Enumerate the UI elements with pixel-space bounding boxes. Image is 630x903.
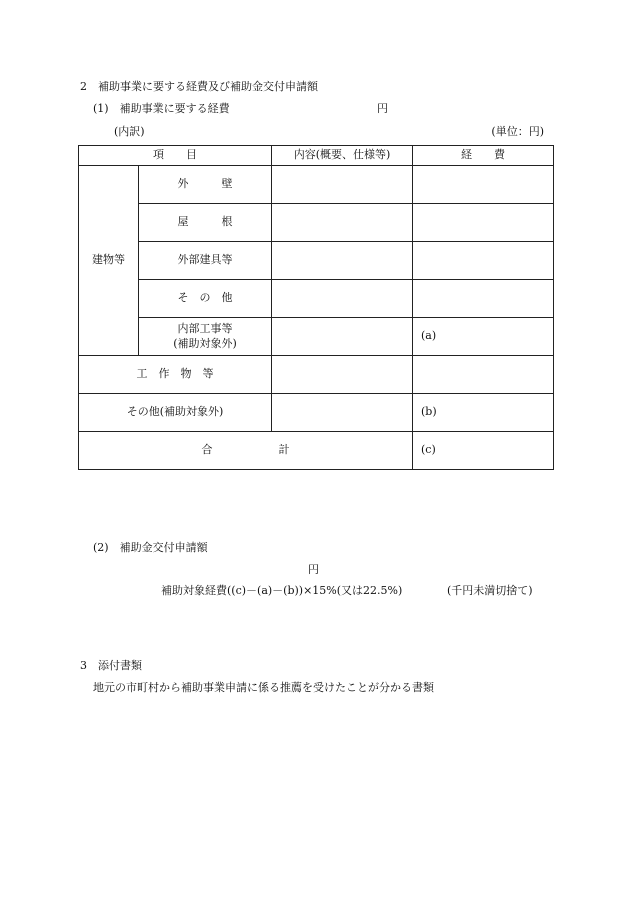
interior-work-excluded-note: (補助対象外)	[173, 336, 237, 350]
mark-c: (c)	[421, 443, 436, 457]
expense-cell[interactable]	[413, 166, 554, 204]
unit-note: (単位：円)	[491, 125, 544, 138]
content-cell[interactable]	[272, 394, 413, 432]
mark-b: (b)	[421, 405, 437, 419]
item-exterior-fittings: 外部建具等	[139, 242, 272, 280]
grant-amount-heading: (2) 補助金交付申請額	[93, 541, 208, 554]
table-row	[79, 394, 554, 432]
header-item: 項 目	[79, 146, 272, 166]
expense-cell[interactable]	[413, 204, 554, 242]
rounding-note: (千円未満切捨て)	[447, 584, 533, 597]
table-row	[79, 318, 554, 356]
header-content: 内容(概要、仕様等)	[272, 146, 413, 166]
expense-cell[interactable]	[413, 280, 554, 318]
project-expense-unit: 円	[377, 102, 388, 115]
grant-formula: 補助対象経費((c)－(a)－(b))×15%(又は22.5%)	[161, 584, 403, 597]
expense-cell[interactable]	[413, 242, 554, 280]
item-other-excluded: その他(補助対象外)	[79, 394, 272, 432]
expense-cell-a[interactable]	[413, 318, 554, 356]
table-row	[79, 166, 554, 204]
item-interior-work	[139, 318, 272, 356]
content-cell[interactable]	[272, 166, 413, 204]
section2-heading: 2 補助事業に要する経費及び補助金交付申請額	[80, 80, 318, 93]
project-expense-heading: (1) 補助事業に要する経費	[93, 102, 230, 115]
breakdown-label: (内訳)	[114, 125, 145, 138]
total-label: 合 計	[79, 432, 413, 470]
expense-table	[78, 145, 554, 470]
mark-a: (a)	[421, 329, 437, 343]
content-cell[interactable]	[272, 280, 413, 318]
table-row-total	[79, 432, 554, 470]
content-cell[interactable]	[272, 242, 413, 280]
item-roof: 屋 根	[139, 204, 272, 242]
item-exterior-wall: 外 壁	[139, 166, 272, 204]
interior-work-label: 内部工事等	[177, 321, 233, 335]
item-other: そ の 他	[139, 280, 272, 318]
table-row	[79, 356, 554, 394]
content-cell[interactable]	[272, 318, 413, 356]
table-row	[79, 242, 554, 280]
section3-heading: 3 添付書類	[80, 659, 142, 672]
table-header-row	[79, 146, 554, 166]
table-row	[79, 280, 554, 318]
table-row	[79, 204, 554, 242]
grant-amount-unit: 円	[308, 563, 319, 576]
attached-documents-text: 地元の市町村から補助事業申請に係る推薦を受けたことが分かる書類	[93, 681, 434, 694]
content-cell[interactable]	[272, 356, 413, 394]
expense-cell[interactable]	[413, 356, 554, 394]
group-label-buildings: 建物等	[79, 166, 139, 356]
item-structures: 工 作 物 等	[79, 356, 272, 394]
expense-cell-c[interactable]	[413, 432, 554, 470]
header-expense: 経 費	[413, 146, 554, 166]
expense-cell-b[interactable]	[413, 394, 554, 432]
content-cell[interactable]	[272, 204, 413, 242]
